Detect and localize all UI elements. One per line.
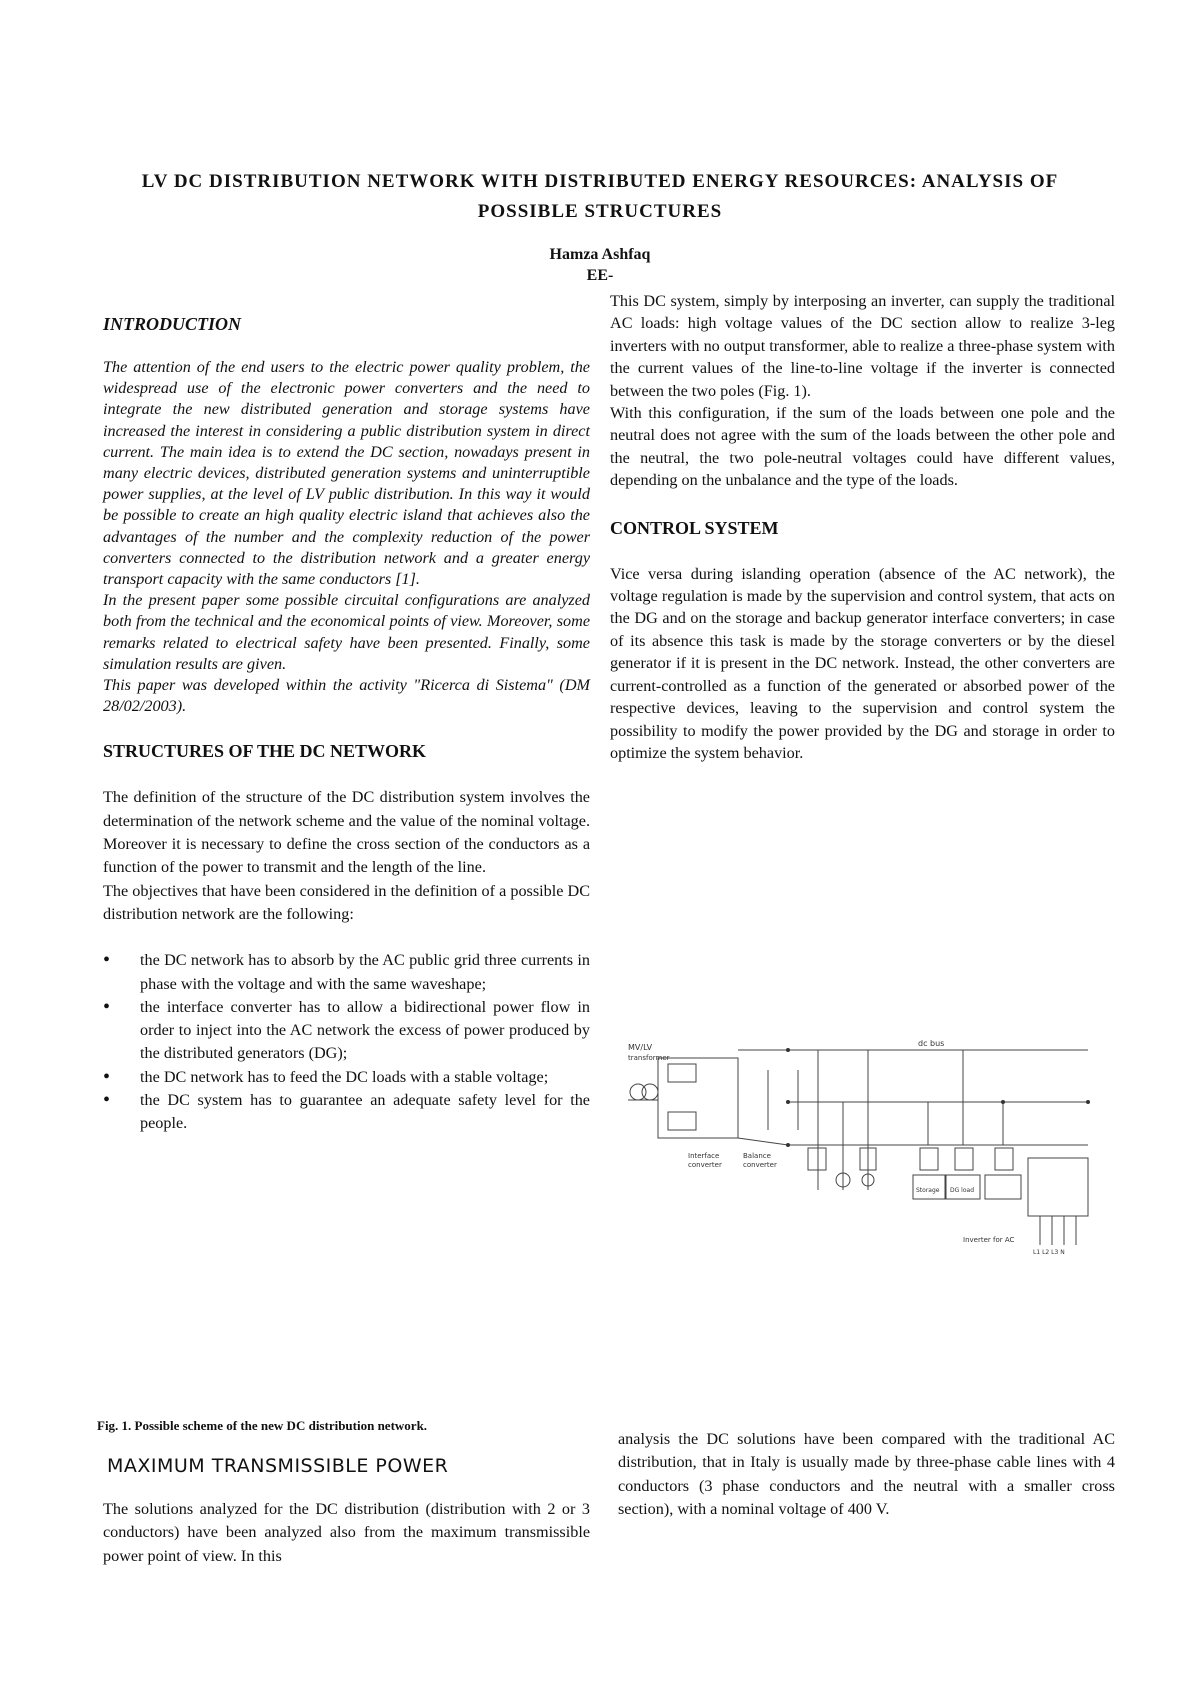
title-line-1: LV DC DISTRIBUTION NETWORK WITH DISTRIBUTED ENERGY RESOURCES: ANALYSIS OF	[141, 171, 1059, 192]
max-power-paragraph-2: analysis the DC solutions have been compared with the traditional AC distribution, that in Italy is usually made by three-phase cable lines with 4 conductors (3 phase conductors and the neutral with a smaller cross section), with a nominal voltage of 400 V.	[618, 1430, 1115, 1518]
balance-label: Balance	[743, 1152, 771, 1160]
list-item: • the DC system has to guarantee an adequate safety level for the people.	[103, 1089, 590, 1136]
structures-paragraph-2: The objectives that have been considered in the definition of a possible DC distribution network are the following:	[103, 881, 590, 923]
dc-network-schematic	[628, 1040, 1098, 1260]
control-heading: CONTROL SYSTEM	[610, 517, 779, 538]
right-paragraph-2: With this configuration, if the sum of the loads between one pole and the neutral does not agree with the sum of the loads between the other pole and the neutral, the two pole-neutral voltages could have different values, depending on the unbalance and the type of the loads.	[610, 404, 1115, 490]
author-block	[0, 244, 1200, 286]
list-item: • the DC network has to feed the DC loads with a stable voltage;	[103, 1066, 590, 1089]
figure-caption: Fig. 1. Possible scheme of the new DC distribution network.	[97, 1418, 428, 1433]
phases-label: L1 L2 L3 N	[1033, 1249, 1065, 1256]
title-line-2: POSSIBLE STRUCTURES	[477, 201, 723, 222]
author-name: Hamza Ashfaq	[549, 246, 651, 263]
structures-heading: STRUCTURES OF THE DC NETWORK	[103, 741, 427, 762]
left-column-top	[103, 314, 590, 1136]
right-paragraph-1: This DC system, simply by interposing an inverter, can supply the traditional AC loads: high voltage values of the DC section allow to realize 3-leg inverters with no output transformer, able to realize a three-phase system with the current values of the line-to-line voltage if the inverter is connected between the two poles (Fig. 1).	[610, 292, 1115, 400]
storage-label: Storage	[916, 1187, 940, 1194]
interface-label-2: converter	[688, 1161, 722, 1169]
control-paragraph: Vice versa during islanding operation (absence of the AC network), the voltage regulation is made by the supervision and control system, that acts on the DG and on the storage and backup generator interface converters; in case of its absence this task is made by the storage converters or by the diesel generator if it is present in the DC network. Instead, the other converters are current-controlled as a function of the generated or absorbed power of the respective devices, leaving to the supervision and control system the possibility to modify the power provided by the DG and storage in order to optimize the system behavior.	[610, 564, 1115, 762]
objectives-list	[103, 949, 590, 1135]
max-power-left	[103, 1498, 590, 1568]
introduction-paragraph-3: This paper was developed within the activity "Ricerca di Sistema" (DM 28/02/2003).	[103, 676, 590, 716]
introduction-heading: INTRODUCTION	[103, 314, 242, 334]
mvlv-label: MV/LV	[628, 1043, 653, 1052]
max-power-paragraph-1: The solutions analyzed for the DC distribution (distribution with 2 or 3 conductors) have been analyzed also from the maximum transmissible power point of view. In this	[103, 1500, 590, 1565]
max-power-right	[618, 1428, 1115, 1521]
balance-label-2: converter	[743, 1161, 777, 1169]
interface-label: Interface	[688, 1152, 720, 1160]
max-power-heading: MAXIMUM TRANSMISSIBLE POWER	[107, 1455, 449, 1477]
transformer-label: transformer	[628, 1054, 670, 1062]
dg-label: DG load	[950, 1187, 974, 1194]
structures-paragraph-1: The definition of the structure of the DC distribution system involves the determination of the network scheme and the value of the nominal voltage. Moreover it is necessary to define the cross section of the conductors as a function of the power to transmit and the length of the line.	[103, 788, 590, 877]
dc-bus-label: dc bus	[918, 1040, 945, 1048]
introduction-paragraph-2: In the present paper some possible circuital configurations are analyzed both from the technical and the economical points of view. Moreover, some remarks related to electrical safety have been presented. Finally, some simulation results are given.	[103, 591, 590, 673]
right-column-top	[610, 290, 1115, 764]
list-item: • the interface converter has to allow a bidirectional power flow in order to inject into the AC network the excess of power produced by the distributed generators (DG);	[103, 996, 590, 1066]
list-item: • the DC network has to absorb by the AC public grid three currents in phase with the voltage and with the same waveshape;	[103, 949, 590, 996]
inverter-label: Inverter for AC	[963, 1236, 1015, 1244]
author-affiliation: EE-	[586, 267, 614, 284]
paper-title	[100, 167, 1100, 227]
introduction-paragraph-1: The attention of the end users to the electric power quality problem, the widespread use of the electronic power converters and the need to integrate the new distributed generation and storage systems have increased the interest in considering a public distribution system in direct current. The main idea is to extend the DC section, nowadays present in many electric devices, distributed generation systems and uninterruptible power supplies, at the level of LV public distribution. In this way it would be possible to create an high quality electric island that achieves also the advantages of the number and the complexity reduction of the power converters connected to the distribution network and a greater energy transport capacity with the same conductors [1].	[103, 358, 590, 589]
